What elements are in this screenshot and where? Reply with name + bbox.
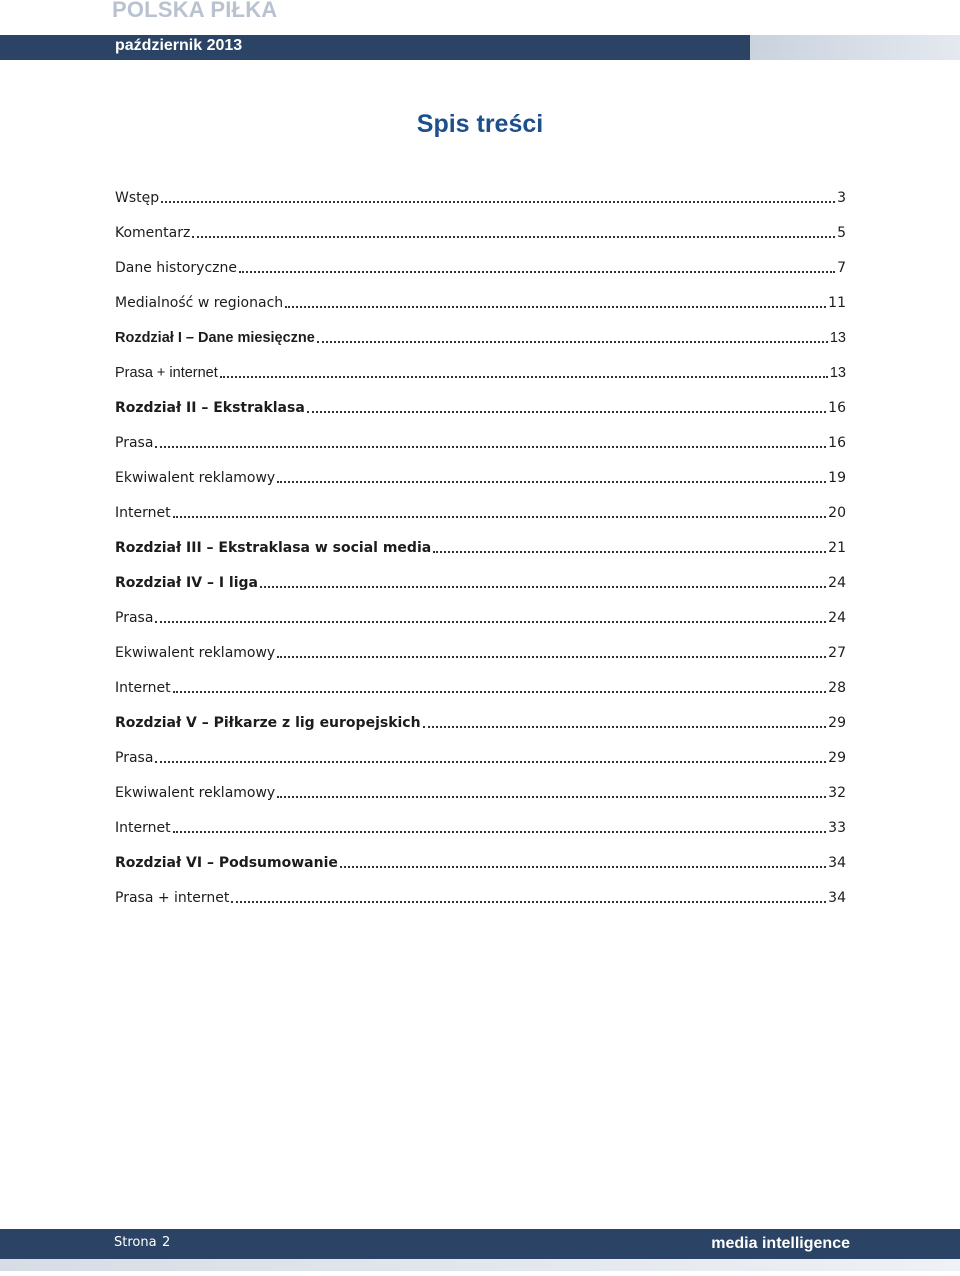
toc-entry-page: 16	[828, 434, 846, 451]
header-date: październik 2013	[115, 37, 243, 54]
toc-entry-label: Internet	[115, 504, 171, 521]
toc-entry-label: Rozdział V – Piłkarze z lig europejskich	[115, 714, 421, 731]
toc-entry-label: Internet	[115, 679, 171, 696]
toc-entry-page: 20	[828, 504, 846, 521]
toc-entry-page: 13	[829, 364, 846, 381]
toc-entry[interactable]	[115, 600, 846, 635]
toc-entry-page: 34	[828, 889, 846, 906]
toc-entry[interactable]	[115, 740, 846, 775]
toc-entry-page: 16	[828, 399, 846, 416]
toc-dot-leader	[192, 236, 835, 238]
toc-entry-page: 28	[828, 679, 846, 696]
toc-entry[interactable]	[115, 390, 846, 425]
toc-heading: Spis treści	[416, 110, 544, 138]
footer-page-number: 2	[162, 1235, 171, 1250]
toc-dot-leader	[340, 866, 826, 868]
toc-dot-leader	[220, 376, 828, 378]
toc-entry-label: Prasa + internet	[115, 889, 230, 906]
toc-entry-page: 29	[828, 749, 846, 766]
toc-entry-page: 3	[837, 189, 846, 206]
toc-entry[interactable]	[115, 775, 846, 810]
toc-entry-label: Wstęp	[115, 189, 160, 206]
toc-entry[interactable]	[115, 215, 846, 250]
toc-entry[interactable]	[115, 705, 846, 740]
toc-entry[interactable]	[115, 635, 846, 670]
footer-page-label: Strona	[114, 1235, 157, 1250]
toc-entry-page: 5	[837, 224, 846, 241]
toc-entry[interactable]	[115, 355, 846, 390]
toc-entry[interactable]	[115, 425, 846, 460]
toc-entry[interactable]	[115, 880, 846, 915]
toc-entry-page: 29	[828, 714, 846, 731]
toc-entry-page: 13	[829, 329, 846, 346]
toc-entry[interactable]	[115, 810, 846, 845]
toc-dot-leader	[231, 901, 826, 903]
toc-dot-leader	[433, 551, 826, 553]
toc-dot-leader	[260, 586, 826, 588]
toc-entry-label: Ekwiwalent reklamowy	[115, 784, 276, 801]
toc-entry-label: Prasa	[115, 434, 154, 451]
footer-brand: media intelligence	[711, 1235, 850, 1252]
toc-dot-leader	[277, 796, 826, 798]
footer-bar-accent	[0, 1259, 960, 1271]
header-bar	[0, 35, 750, 60]
toc-entry[interactable]	[115, 845, 846, 880]
toc-dot-leader	[155, 761, 826, 763]
toc-dot-leader	[161, 201, 835, 203]
toc-entry-page: 24	[828, 574, 846, 591]
toc-dot-leader	[307, 411, 826, 413]
report-title: POLSKA PIŁKA	[112, 0, 278, 22]
toc-dot-leader	[277, 656, 826, 658]
toc-entry[interactable]	[115, 565, 846, 600]
toc-entry-label: Prasa + internet	[115, 364, 218, 381]
toc-entry-label: Prasa	[115, 609, 154, 626]
toc-entry[interactable]	[115, 495, 846, 530]
toc-dot-leader	[285, 306, 826, 308]
toc-entry-page: 21	[828, 539, 846, 556]
toc-entry-label: Rozdział III – Ekstraklasa w social media	[115, 539, 432, 556]
toc-entry-page: 7	[837, 259, 846, 276]
toc-entry-page: 34	[828, 854, 846, 871]
toc-entry[interactable]	[115, 180, 846, 215]
toc-dot-leader	[173, 831, 827, 833]
toc-entry[interactable]	[115, 530, 846, 565]
toc-entry[interactable]	[115, 670, 846, 705]
toc-entry-label: Prasa	[115, 749, 154, 766]
toc-entry-label: Dane historyczne	[115, 259, 237, 276]
toc-entry-page: 19	[828, 469, 846, 486]
toc-entry-label: Internet	[115, 819, 171, 836]
toc-dot-leader	[155, 621, 826, 623]
toc-dot-leader	[239, 271, 835, 273]
toc-entry-page: 33	[828, 819, 846, 836]
toc-entry-label: Rozdział VI – Podsumowanie	[115, 854, 338, 871]
toc-entry[interactable]	[115, 320, 846, 355]
toc-entry[interactable]	[115, 460, 846, 495]
toc-dot-leader	[277, 481, 826, 483]
table-of-contents	[115, 180, 846, 915]
toc-dot-leader	[317, 341, 828, 343]
toc-entry-label: Rozdział I – Dane miesięczne	[115, 329, 315, 346]
toc-entry-page: 32	[828, 784, 846, 801]
toc-entry-label: Ekwiwalent reklamowy	[115, 644, 276, 661]
header-bar-accent	[750, 35, 960, 60]
toc-entry[interactable]	[115, 285, 846, 320]
toc-entry-label: Ekwiwalent reklamowy	[115, 469, 276, 486]
toc-entry-label: Komentarz	[115, 224, 191, 241]
toc-entry-page: 11	[828, 294, 846, 311]
toc-entry-label: Rozdział IV – I liga	[115, 574, 258, 591]
toc-entry-page: 24	[828, 609, 846, 626]
toc-entry-page: 27	[828, 644, 846, 661]
toc-entry-label: Rozdział II – Ekstraklasa	[115, 399, 305, 416]
toc-dot-leader	[173, 691, 827, 693]
toc-dot-leader	[173, 516, 827, 518]
toc-dot-leader	[423, 726, 827, 728]
toc-dot-leader	[155, 446, 826, 448]
toc-entry[interactable]	[115, 250, 846, 285]
toc-entry-label: Medialność w regionach	[115, 294, 284, 311]
